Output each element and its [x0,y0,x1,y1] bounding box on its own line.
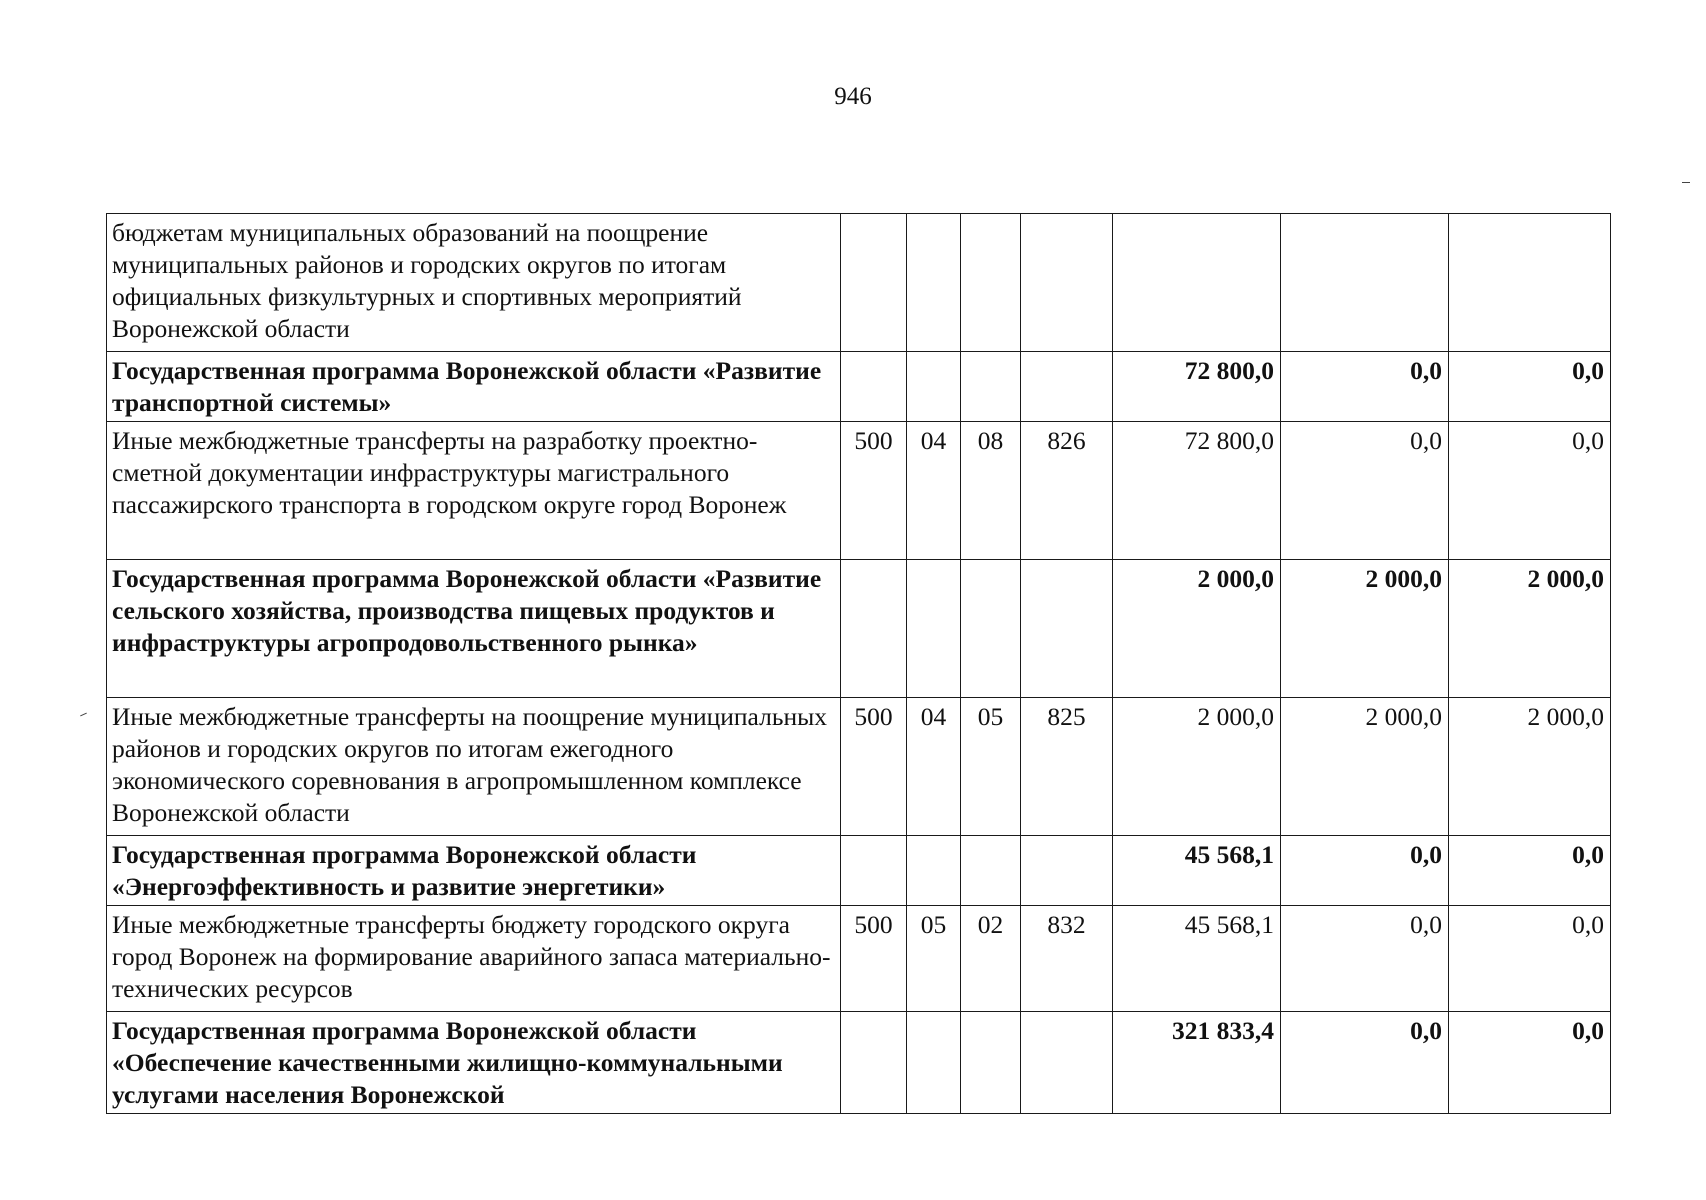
code-subsection [961,352,1021,422]
table-body [107,214,1611,1114]
scan-mark [80,713,87,717]
row-description: Государственная программа Воронежской области «Развитие сельского хозяйства, производства пищевых продуктов и инфраструктуры агропродовольственного рынка» [107,560,841,698]
code-target: 832 [1021,906,1113,1012]
code-subsection [961,560,1021,698]
row-description: Государственная программа Воронежской области «Обеспечение качественными жилищно-коммунальными услугами населения Воронежской [107,1012,841,1114]
amount-year-2: 0,0 [1281,1012,1449,1114]
code-target: 825 [1021,698,1113,836]
row-description: Иные межбюджетные трансферты бюджету городского округа город Воронеж на формирование аварийного запаса материально-технических ресурсов [107,906,841,1012]
amount-year-2: 2 000,0 [1281,698,1449,836]
code-admin [841,214,907,352]
amount-year-2 [1281,214,1449,352]
row-description: бюджетам муниципальных образований на поощрение муниципальных районов и городских округов по итогам официальных физкультурных и спортивных мероприятий Воронежской области [107,214,841,352]
amount-year-1 [1113,214,1281,352]
row-description: Иные межбюджетные трансферты на разработку проектно-сметной документации инфраструктуры магистрального пассажирского транспорта в городском округе город Воронеж [107,422,841,560]
code-section [907,1012,961,1114]
amount-year-3: 0,0 [1449,1012,1611,1114]
code-target [1021,352,1113,422]
page-number: 946 [834,83,872,110]
code-section: 04 [907,422,961,560]
table-row [107,906,1611,1012]
amount-year-3: 0,0 [1449,906,1611,1012]
program-row [107,836,1611,906]
amount-year-2: 0,0 [1281,836,1449,906]
code-admin [841,560,907,698]
code-subsection [961,214,1021,352]
amount-year-1: 2 000,0 [1113,560,1281,698]
program-row [107,560,1611,698]
code-target [1021,214,1113,352]
code-section [907,560,961,698]
row-description: Государственная программа Воронежской области «Развитие транспортной системы» [107,352,841,422]
code-admin: 500 [841,906,907,1012]
code-subsection [961,836,1021,906]
code-admin [841,836,907,906]
row-description: Иные межбюджетные трансферты на поощрение муниципальных районов и городских округов по итогам ежегодного экономического соревнования в агропромышленном комплексе Воронежской области [107,698,841,836]
program-row [107,1012,1611,1114]
amount-year-3: 2 000,0 [1449,698,1611,836]
amount-year-1: 45 568,1 [1113,836,1281,906]
code-subsection: 05 [961,698,1021,836]
code-subsection [961,1012,1021,1114]
code-section: 04 [907,698,961,836]
budget-table [106,213,1611,1114]
amount-year-1: 321 833,4 [1113,1012,1281,1114]
code-target [1021,1012,1113,1114]
amount-year-2: 0,0 [1281,906,1449,1012]
row-description: Государственная программа Воронежской области «Энергоэффективность и развитие энергетики» [107,836,841,906]
code-section: 05 [907,906,961,1012]
amount-year-1: 72 800,0 [1113,422,1281,560]
scan-mark [1682,182,1690,183]
code-subsection: 02 [961,906,1021,1012]
amount-year-3 [1449,214,1611,352]
table-row [107,214,1611,352]
table-row [107,698,1611,836]
code-section [907,352,961,422]
code-target: 826 [1021,422,1113,560]
amount-year-2: 2 000,0 [1281,560,1449,698]
code-admin [841,1012,907,1114]
code-target [1021,836,1113,906]
amount-year-1: 72 800,0 [1113,352,1281,422]
amount-year-2: 0,0 [1281,422,1449,560]
amount-year-1: 2 000,0 [1113,698,1281,836]
code-admin: 500 [841,698,907,836]
amount-year-3: 0,0 [1449,352,1611,422]
code-section [907,836,961,906]
amount-year-1: 45 568,1 [1113,906,1281,1012]
code-admin [841,352,907,422]
amount-year-3: 2 000,0 [1449,560,1611,698]
table-row [107,422,1611,560]
program-row [107,352,1611,422]
code-section [907,214,961,352]
code-target [1021,560,1113,698]
code-admin: 500 [841,422,907,560]
amount-year-3: 0,0 [1449,422,1611,560]
amount-year-3: 0,0 [1449,836,1611,906]
code-subsection: 08 [961,422,1021,560]
amount-year-2: 0,0 [1281,352,1449,422]
